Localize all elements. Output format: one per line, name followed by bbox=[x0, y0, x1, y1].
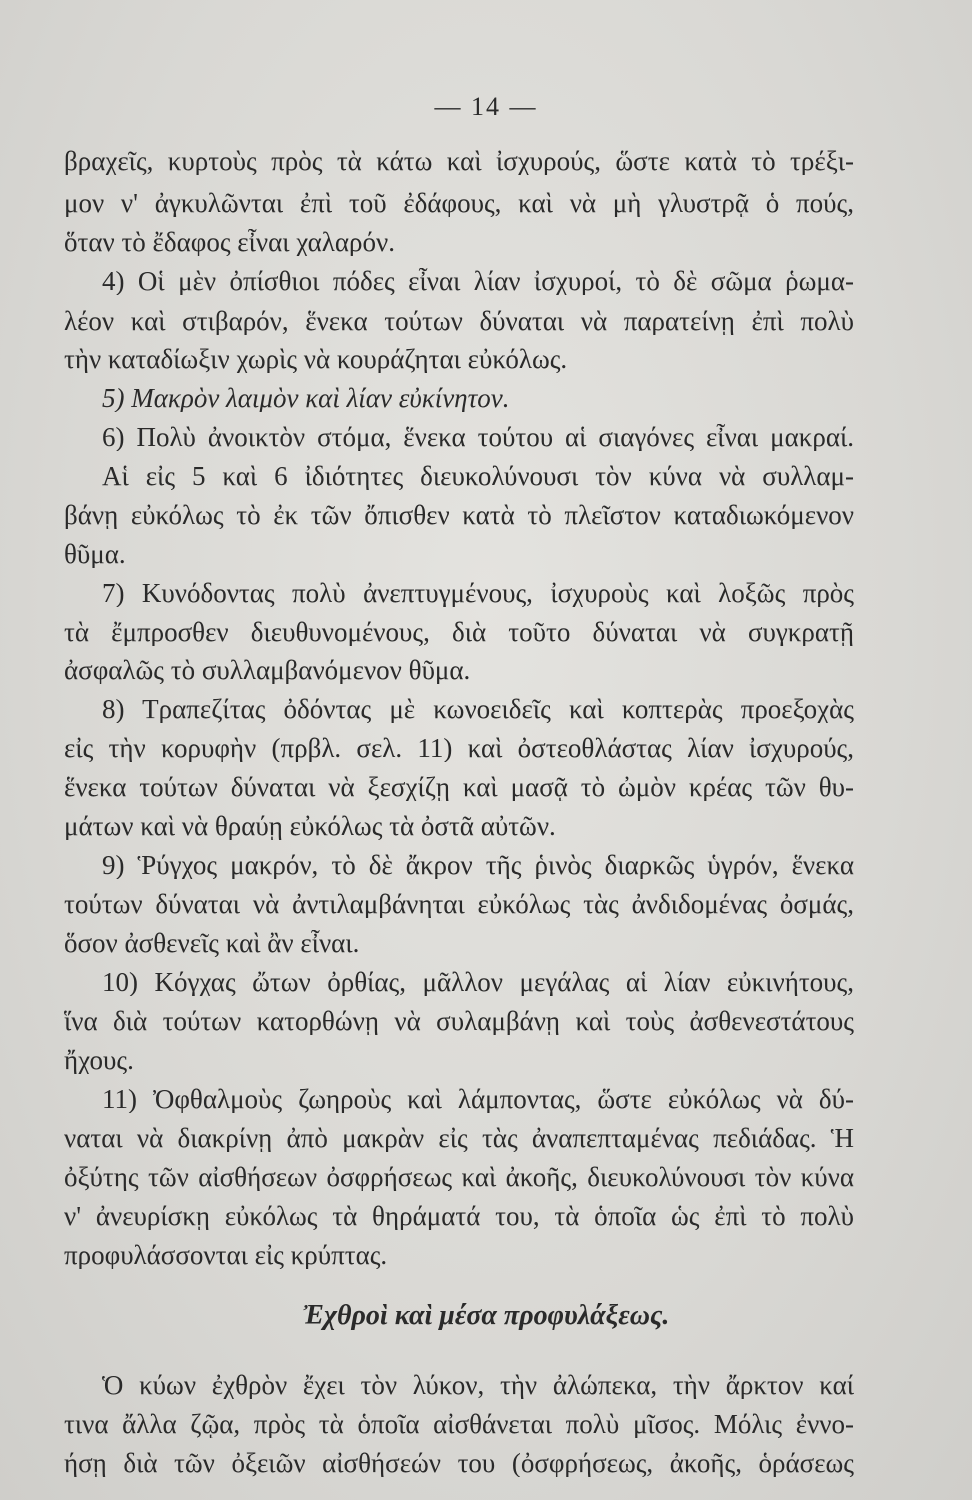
page-number: — 14 — bbox=[434, 92, 538, 121]
text-line: θῦμα. bbox=[64, 541, 126, 568]
text-line: εἰς τὴν κορυφὴν (πρβλ. σελ. 11) καὶ ὀστεοθλάστας λίαν ἰσχυρούς, bbox=[64, 735, 854, 762]
text-line: τὰ ἔμπροσθεν διευθυνομένους, διὰ τοῦτο δύναται νὰ συγκρατῇ bbox=[64, 619, 854, 646]
text-line: 6) Πολὺ ἀνοικτὸν στόμα, ἕνεκα τούτου αἱ σιαγόνες εἶναι μακραί. bbox=[102, 424, 854, 451]
text-line: λέον καὶ στιβαρόν, ἕνεκα τούτων δύναται νὰ παρατείνῃ ἐπὶ πολὺ bbox=[64, 308, 854, 335]
text-line: ἀσφαλῶς τὸ συλλαμβανόμενον θῦμα. bbox=[64, 657, 471, 684]
text-line: 11) Ὀφθαλμοὺς ζωηροὺς καὶ λάμποντας, ὥστε εὐκόλως νὰ δύ- bbox=[102, 1086, 854, 1113]
text-line: βραχεῖς, κυρτοὺς πρὸς τὰ κάτω καὶ ἰσχυρούς, ὥστε κατὰ τὸ τρέξι- bbox=[64, 148, 854, 175]
text-line: ὅσον ἀσθενεῖς καὶ ἂν εἶναι. bbox=[64, 930, 360, 957]
text-line: 7) Κυνόδοντας πολὺ ἀνεπτυγμένους, ἰσχυροὺς καὶ λοξῶς πρὸς bbox=[102, 580, 854, 607]
text-line: 9) Ῥύγχος μακρόν, τὸ δὲ ἄκρον τῆς ῥινὸς διαρκῶς ὑγρόν, ἕνεκα bbox=[102, 852, 854, 879]
text-line: Αἱ εἰς 5 καὶ 6 ἰδιότητες διευκολύνουσι τὸν κύνα νὰ συλλαμ- bbox=[102, 463, 854, 490]
text-line: βάνῃ εὐκόλως τὸ ἐκ τῶν ὄπισθεν κατὰ τὸ πλεῖστον καταδιωκόμενον bbox=[64, 502, 854, 529]
text-line: ναται νὰ διακρίνῃ ἀπὸ μακρὰν εἰς τὰς ἀναπεπταμένας πεδιάδας. Ἡ bbox=[64, 1125, 854, 1152]
text-line: ἕνεκα τούτων δύναται νὰ ξεσχίζῃ καὶ μασᾷ τὸ ὠμὸν κρέας τῶν θυ- bbox=[64, 774, 854, 801]
text-line: μάτων καὶ νὰ θραύῃ εὐκόλως τὰ ὀστᾶ αὐτῶν. bbox=[64, 813, 556, 840]
text-line: μον ν' ἀγκυλῶνται ἐπὶ τοῦ ἐδάφους, καὶ νὰ μὴ γλυστρᾷ ὁ πούς, bbox=[64, 190, 854, 217]
text-line: τινα ἄλλα ζῷα, πρὸς τὰ ὁποῖα αἰσθάνεται πολὺ μῖσος. Μόλις ἐννο- bbox=[64, 1411, 854, 1438]
text-line: ν' ἀνευρίσκῃ εὐκόλως τὰ θηράματά του, τὰ ὁποῖα ὡς ἐπὶ τὸ πολὺ bbox=[64, 1203, 854, 1230]
text-line: προφυλάσσονται εἰς κρύπτας. bbox=[64, 1242, 388, 1269]
text-line: 10) Κόγχας ὤτων ὀρθίας, μᾶλλον μεγάλας αἱ λίαν εὐκινήτους, bbox=[102, 969, 854, 996]
text-line: τούτων δύναται νὰ ἀντιλαμβάνηται εὐκόλως τὰς ἀνδιδομένας ὀσμάς, bbox=[64, 891, 854, 918]
section-heading: Ἐχθροὶ καὶ μέσα προφυλάξεως. bbox=[302, 1300, 670, 1331]
text-line: 4) Οἱ μὲν ὀπίσθιοι πόδες εἶναι λίαν ἰσχυροί, τὸ δὲ σῶμα ῥωμα- bbox=[102, 268, 854, 295]
text-line: Ὁ κύων ἐχθρὸν ἔχει τὸν λύκον, τὴν ἀλώπεκα, τὴν ἄρκτον καί bbox=[102, 1372, 854, 1399]
text-line: ὀξύτης τῶν αἰσθήσεων ὀσφρήσεως καὶ ἀκοῆς, διευκολύνουσι τὸν κύνα bbox=[64, 1164, 854, 1191]
text-line: τὴν καταδίωξιν χωρὶς νὰ κουράζηται εὐκόλως. bbox=[64, 346, 568, 373]
text-line: ἤχους. bbox=[64, 1047, 134, 1074]
text-line: ὅταν τὸ ἔδαφος εἶναι χαλαρόν. bbox=[64, 229, 395, 256]
text-line: 5) Μακρὸν λαιμὸν καὶ λίαν εὐκίνητον. bbox=[102, 385, 510, 412]
text-line: 8) Τραπεζίτας ὀδόντας μὲ κωνοειδεῖς καὶ κοπτερὰς προεξοχὰς bbox=[102, 696, 854, 723]
text-line: ἵνα διὰ τούτων κατορθώνῃ νὰ συλαμβάνῃ καὶ τοὺς ἀσθενεστάτους bbox=[64, 1008, 854, 1035]
text-line: ήσῃ διὰ τῶν ὀξειῶν αἰσθήσεών του (ὀσφρήσεως, ἀκοῆς, ὁράσεως bbox=[64, 1450, 854, 1477]
